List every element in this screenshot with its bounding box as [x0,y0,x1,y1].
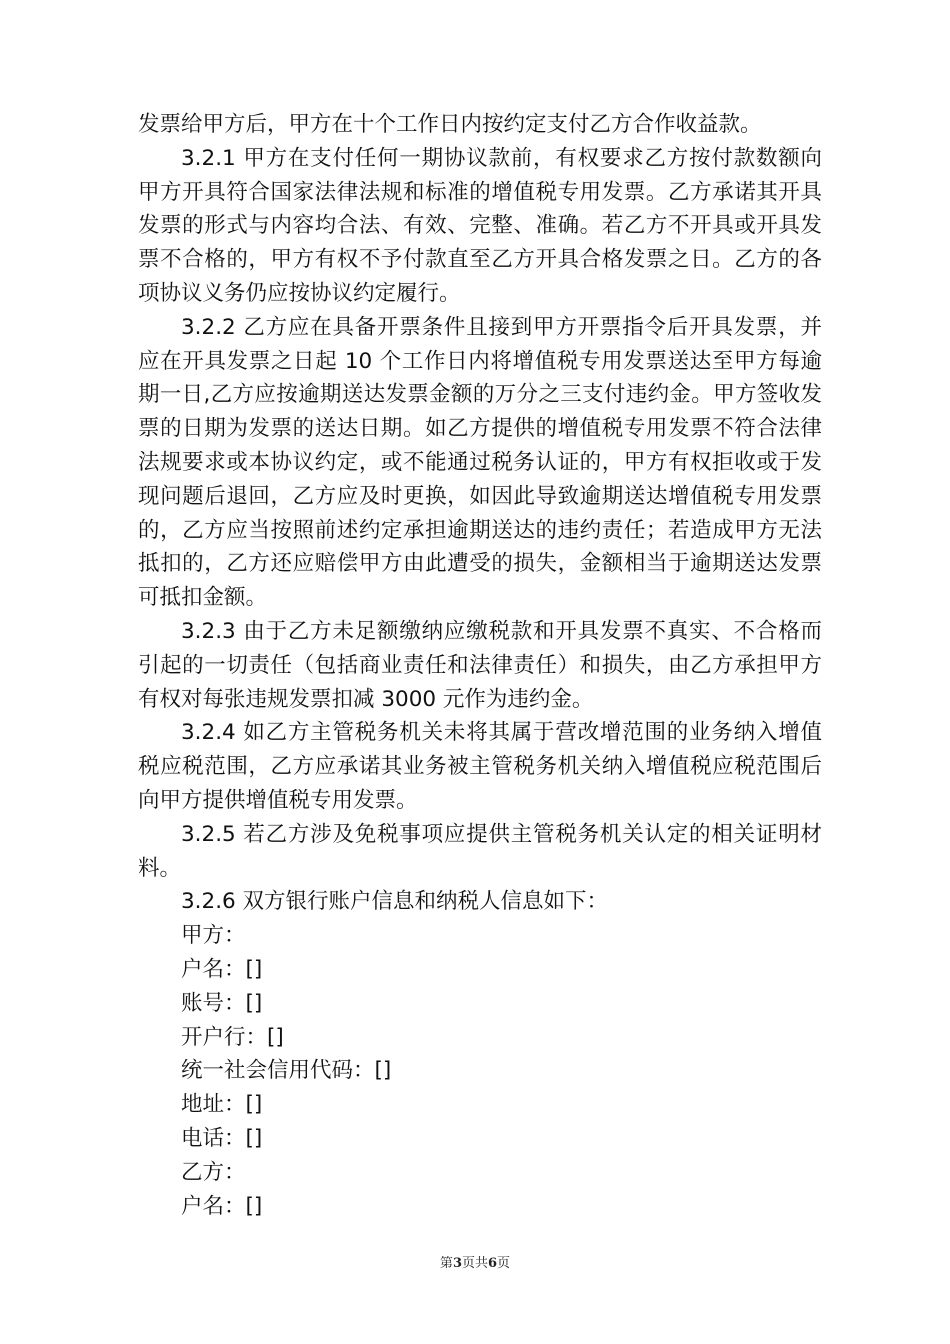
footer-page-number: 3 [452,1256,462,1271]
paragraph-continuation: 发票给甲方后，甲方在十个工作日内按约定支付乙方合作收益款。 [138,112,762,137]
page-footer [0,1252,950,1271]
party-b-label: 乙方： [181,1159,246,1185]
footer-suffix: 页 [497,1256,511,1271]
footer-middle: 页共 [461,1256,488,1271]
clause-3-2-3: 3.2.3 由于乙方未足额缴纳应缴税款和开具发票不真实、不合格而引起的一切责任（包括商业责任和法律责任）和损失，由乙方承担甲方有权对每张违规发票扣减 3000 元作为违约金。 [138,618,822,712]
party-a-bank: 开户行：[] [181,1024,284,1050]
party-a-account-number: 账号：[] [181,990,263,1016]
footer-prefix: 第 [439,1256,453,1271]
footer-total-pages: 6 [488,1256,498,1271]
party-b-account-name: 户名：[] [181,1193,263,1219]
party-a-address: 地址：[] [181,1092,263,1118]
document-body [138,108,822,1223]
party-a-account-name: 户名：[] [181,956,263,982]
clause-3-2-4: 3.2.4 如乙方主管税务机关未将其属于营改增范围的业务纳入增值税应税范围，乙方应承诺其业务被主管税务机关纳入增值税应税范围后向甲方提供增值税专用发票。 [138,720,822,813]
clause-3-2-6-heading: 3.2.6 双方银行账户信息和纳税人信息如下： [181,889,609,915]
party-a-phone: 电话：[] [181,1125,263,1151]
clause-3-2-2: 3.2.2 乙方应在具备开票条件且接到甲方开票指令后开具发票，并应在开具发票之日起 10 个工作日内将增值税专用发票送达至甲方每逾期一日,乙方应按逾期送达发票金额的万分之三支付违约金。甲方签收发票的日期为发票的送达日期。如乙方提供的增值税专用发票不符合法律法规要求或本协议约定，或不能通过税务认证的，甲方有权拒收或于发现问题后退回，乙方应及时更换，如因此导致逾期送达增值税专用发票的，乙方应当按照前述约定承担逾期送达的违约责任；若造成甲方无法抵扣的，乙方还应赔偿甲方由此遭受的损失，金额相当于逾期送达发票可抵扣金额。 [138,314,822,611]
party-a-credit-code: 统一社会信用代码：[] [181,1058,392,1084]
clause-3-2-5: 3.2.5 若乙方涉及免税事项应提供主管税务机关认定的相关证明材料。 [138,821,822,881]
party-a-label: 甲方： [181,923,246,949]
clause-3-2-1: 3.2.1 甲方在支付任何一期协议款前，有权要求乙方按付款数额向甲方开具符合国家法律法规和标准的增值税专用发票。乙方承诺其开具发票的形式与内容均合法、有效、完整、准确。若乙方不开具或开具发票不合格的，甲方有权不予付款直至乙方开具合格发票之日。乙方的各项协议义务仍应按协议约定履行。 [138,145,822,306]
